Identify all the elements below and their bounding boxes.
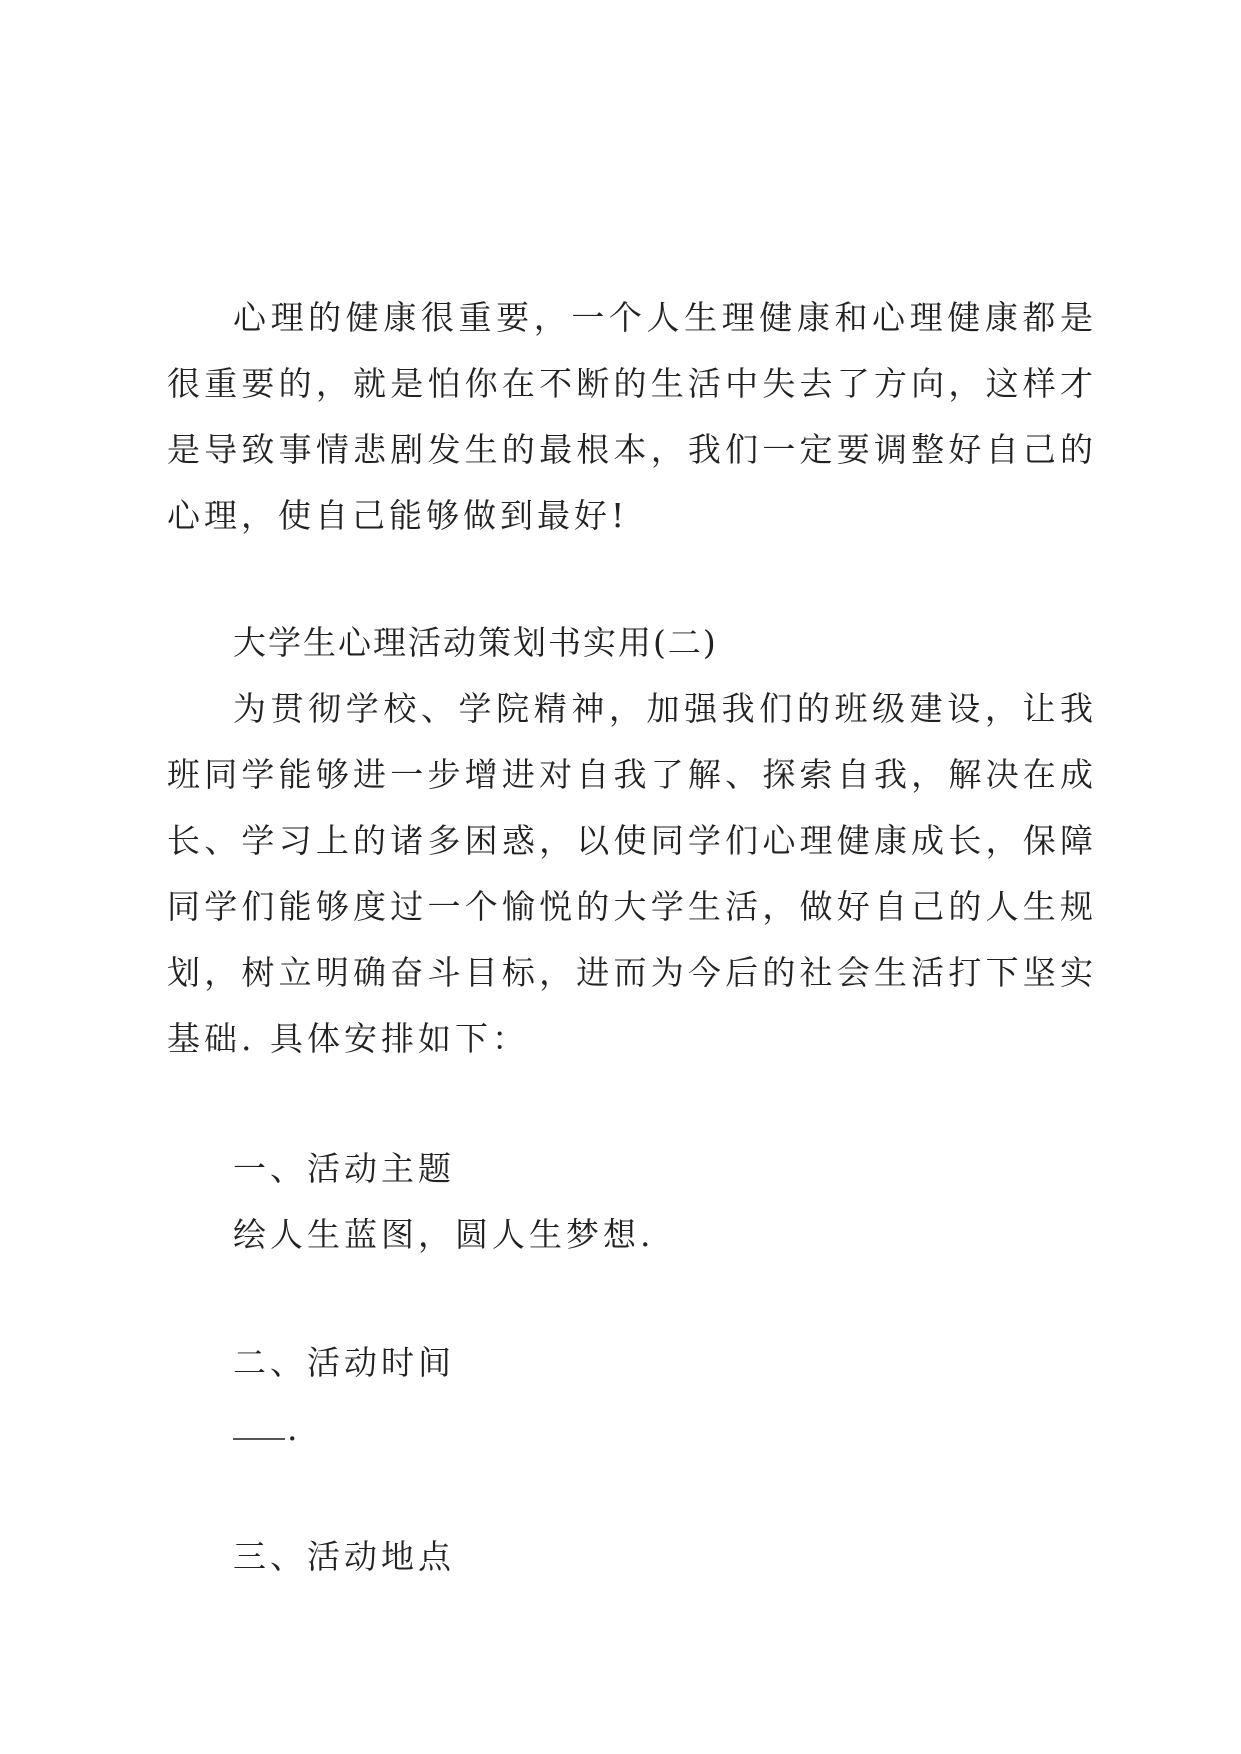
time-body	[167, 1396, 1097, 1462]
intro-paragraph: 心理的健康很重要，一个人生理健康和心理健康都是很重要的，就是怕你在不断的生活中失去了方向，这样才是导致事情悲剧发生的最根本，我们一定要调整好自己的心理，使自己能够做到最好!	[167, 298, 1097, 535]
theme-heading: 一、活动主题	[233, 1149, 455, 1188]
fill-in-blank	[233, 1416, 285, 1440]
time-body-text: .	[287, 1409, 302, 1448]
spacer	[167, 1268, 1097, 1330]
spacer	[167, 549, 1097, 610]
theme-body: 绘人生蓝图，圆人生梦想.	[233, 1215, 655, 1254]
spacer	[167, 1072, 1097, 1136]
document-body	[167, 285, 1097, 1590]
time-heading: 二、活动时间	[233, 1343, 455, 1382]
purpose-paragraph: 为贯彻学校、学院精神，加强我们的班级建设，让我班同学能够进一步增进对自我了解、探索自我，解决在成长、学习上的诸多困惑，以使同学们心理健康成长，保障同学们能够度过一个愉悦的大学生活，做好自己的人生规划，树立明确奋斗目标，进而为今后的社会生活打下坚实基础. 具体安排如下：	[167, 689, 1097, 1058]
location-heading: 三、活动地点	[233, 1537, 455, 1576]
section-title: 大学生心理活动策划书实用(二)	[233, 623, 718, 662]
spacer	[167, 1462, 1097, 1524]
